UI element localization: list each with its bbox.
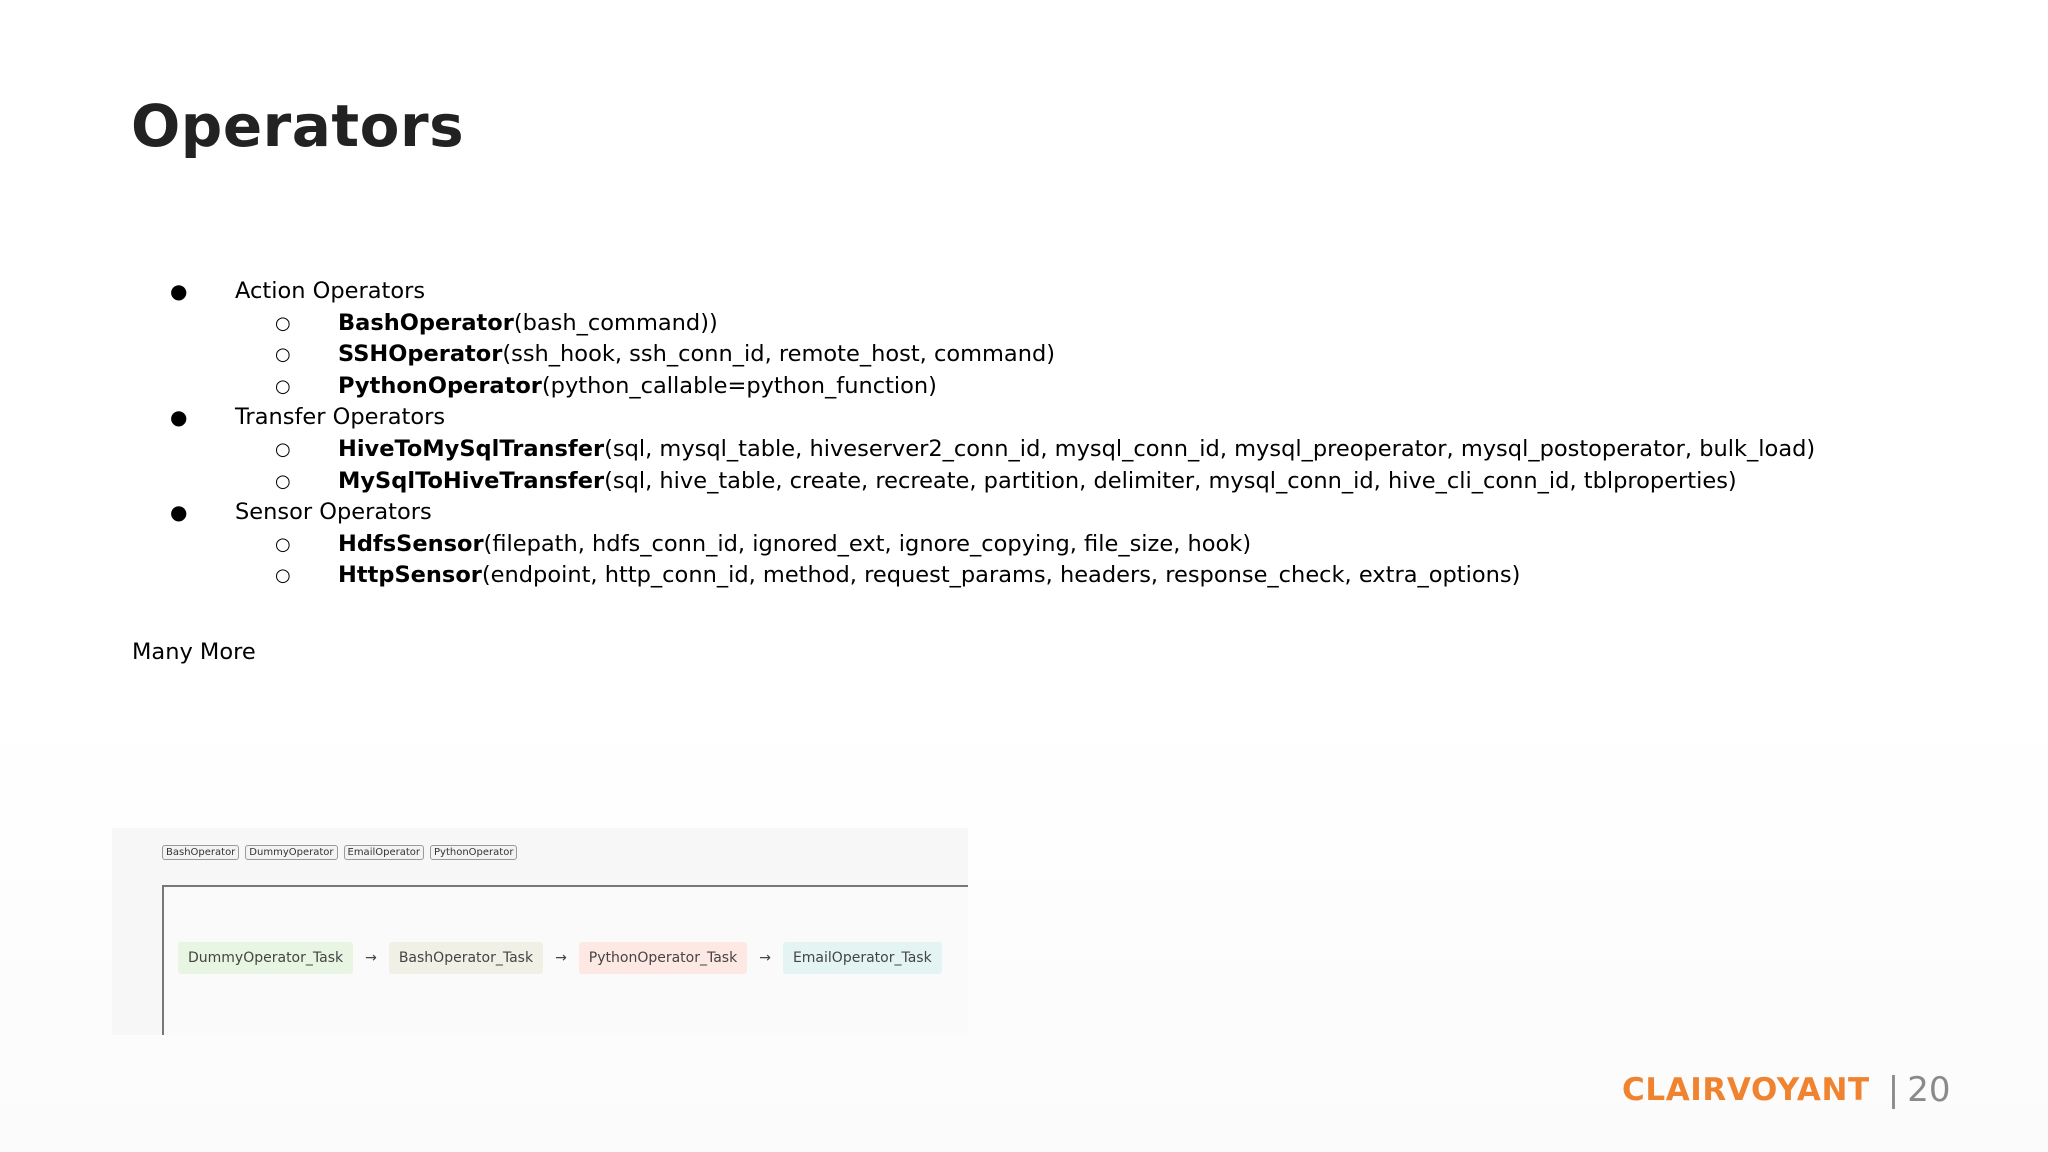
operator-args: (python_callable=python_function) (541, 372, 937, 399)
operator-args: (ssh_hook, ssh_conn_id, remote_host, command) (502, 341, 1056, 368)
sub-bullet-icon: ○ (275, 438, 291, 460)
dag-node: PythonOperator_Task (579, 942, 747, 974)
bullet-icon: ● (170, 500, 188, 525)
operator-name: HttpSensor (338, 562, 482, 589)
legend-item: DummyOperator (245, 845, 337, 860)
sub-bullet-icon: ○ (275, 312, 291, 334)
operator-name: PythonOperator (338, 372, 542, 399)
bullet-icon: ● (170, 279, 188, 303)
operator-name: HdfsSensor (338, 530, 484, 557)
operator-args: (filepath, hdfs_conn_id, ignored_ext, ignore_copying, file_size, hook) (483, 530, 1252, 557)
sub-bullet-icon: ○ (275, 344, 291, 366)
dag-graph-area (162, 885, 968, 1035)
footnote-text: Many More (132, 639, 256, 665)
operator-name: HiveToMySqlTransfer (338, 435, 605, 462)
sub-bullet-icon: ○ (275, 533, 291, 555)
dag-screenshot-image (112, 828, 968, 1035)
dag-node: EmailOperator_Task (783, 942, 942, 974)
legend-item: BashOperator (162, 845, 239, 860)
section-label: Sensor Operators (235, 499, 432, 526)
slide-footer (1622, 1070, 1951, 1110)
dag-nodes (178, 942, 942, 974)
arrow-right-icon: → (759, 950, 771, 966)
sub-bullet-icon: ○ (275, 565, 291, 587)
legend-item: PythonOperator (430, 845, 517, 860)
sub-bullet-icon: ○ (275, 470, 291, 492)
dag-node: DummyOperator_Task (178, 942, 353, 974)
operator-name: BashOperator (338, 309, 514, 336)
operator-args: (bash_command)) (513, 309, 718, 336)
arrow-right-icon: → (365, 950, 377, 966)
sub-bullet-icon: ○ (275, 375, 291, 397)
dag-node: BashOperator_Task (389, 942, 543, 974)
operator-args: (sql, hive_table, create, recreate, partition, delimiter, mysql_conn_id, hive_cli_conn_id, tblproperties) (604, 467, 1737, 494)
slide-title: Operators (131, 92, 465, 160)
bullet-icon: ● (170, 405, 188, 430)
operator-name: SSHOperator (338, 341, 503, 368)
dag-legend (162, 845, 517, 860)
page-number: 20 (1907, 1070, 1951, 1110)
brand-logo: CLAIRVOYANT (1622, 1072, 1870, 1108)
section-label: Transfer Operators (235, 404, 446, 431)
footer-separator: | (1887, 1070, 1900, 1110)
operator-name: MySqlToHiveTransfer (338, 467, 605, 494)
legend-item: EmailOperator (344, 845, 425, 860)
operator-args: (sql, mysql_table, hiveserver2_conn_id, mysql_conn_id, mysql_preoperator, mysql_postoperator, bulk_load) (604, 435, 1816, 462)
section-label: Action Operators (235, 278, 426, 304)
arrow-right-icon: → (555, 950, 567, 966)
operator-args: (endpoint, http_conn_id, method, request_params, headers, response_check, extra_options) (481, 562, 1521, 589)
